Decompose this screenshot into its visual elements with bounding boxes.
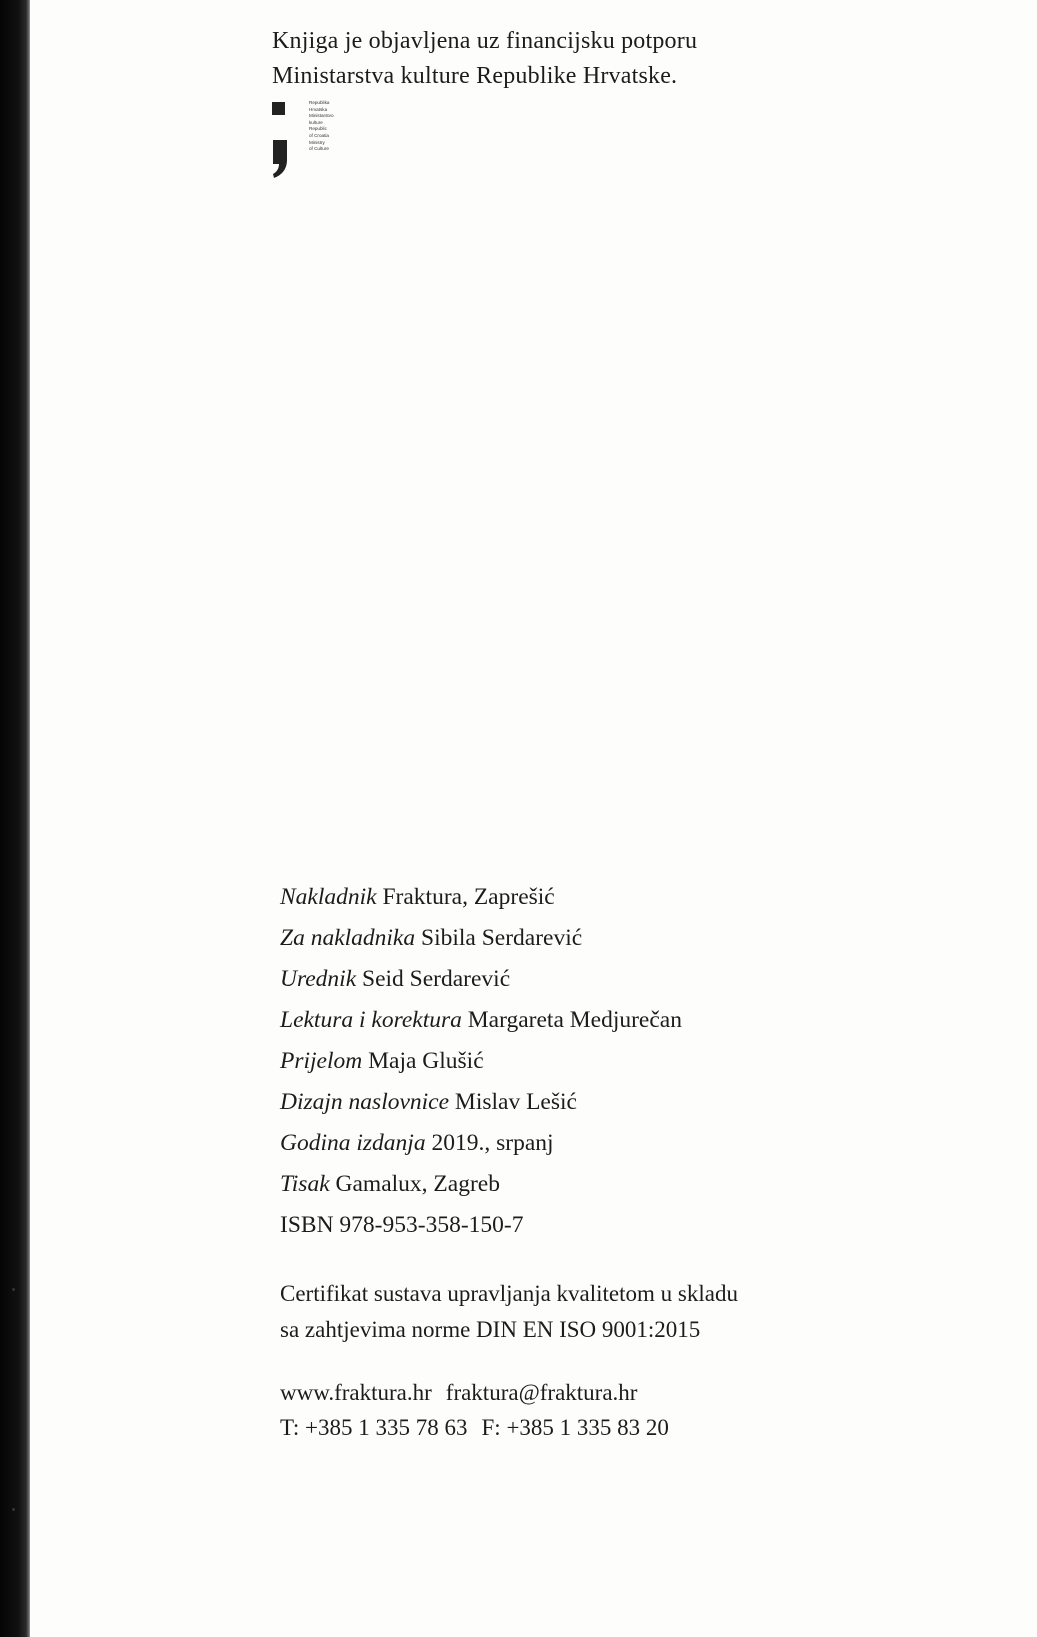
funding-notice [272, 24, 832, 94]
logo-text-line: kulture [309, 119, 323, 125]
credit-role: Urednik [280, 966, 357, 992]
logo-text-line: of Culture [309, 146, 329, 152]
logo-text-line: Ministarstvo [309, 113, 334, 119]
credit-publication-year [280, 1123, 840, 1164]
certificate-line-2: sa zahtjevima norme DIN EN ISO 9001:2015 [280, 1317, 701, 1342]
certificate-line-1: Certifikat sustava upravljanja kvalitetom u skladu [280, 1281, 738, 1306]
scan-speck [12, 1508, 15, 1511]
logo-wordmark [309, 100, 334, 153]
publisher-contact [280, 1375, 880, 1445]
isbn: ISBN 978-953-358-150-7 [280, 1212, 524, 1238]
credit-role: Godina izdanja [280, 1130, 426, 1156]
logo-text-line: Republic [309, 126, 327, 132]
book-spine-shadow [0, 0, 30, 1637]
quality-certificate [280, 1276, 880, 1348]
credit-role: Za nakladnika [280, 925, 416, 951]
ministry-of-culture-logo [272, 100, 362, 180]
credit-editor [280, 959, 840, 1000]
credit-value: 2019., srpanj [431, 1130, 554, 1156]
credit-role: Lektura i korektura [280, 1007, 462, 1033]
logo-comma-mark [272, 140, 287, 178]
credit-layout [280, 1041, 840, 1082]
logo-text-line: Ministry [309, 139, 325, 145]
credit-cover-design [280, 1082, 840, 1123]
credit-value: Mislav Lešić [454, 1089, 577, 1115]
credit-publisher [280, 877, 840, 918]
logo-text-line: of Croatia [309, 132, 329, 138]
credit-for-publisher [280, 918, 840, 959]
credit-value: Margareta Medjurečan [467, 1007, 682, 1033]
funding-notice-line-1: Knjiga je objavljena uz financijsku potporu [272, 28, 698, 54]
credit-role: Dizajn naslovnice [280, 1089, 450, 1115]
credit-value: Sibila Serdarević [421, 925, 583, 951]
fax-number: F: +385 1 335 83 20 [481, 1415, 669, 1440]
credit-role: Tisak [280, 1171, 330, 1197]
credit-role: Nakladnik [280, 884, 377, 910]
credit-proofreading [280, 1000, 840, 1041]
logo-text-line: Republika [309, 100, 330, 105]
contact-online [280, 1375, 880, 1410]
credit-value: Gamalux, Zagreb [335, 1171, 500, 1197]
credit-printer [280, 1164, 840, 1205]
contact-phone-fax [280, 1410, 880, 1445]
credit-value: Seid Serdarević [362, 966, 511, 992]
credit-role: Prijelom [280, 1048, 363, 1074]
credit-value: Maja Glušić [368, 1048, 484, 1074]
logo-square-mark [272, 102, 285, 115]
scan-speck [12, 1288, 15, 1291]
funding-notice-line-2: Ministarstva kulture Republike Hrvatske. [272, 63, 678, 89]
credits-list [280, 877, 840, 1246]
email-link: fraktura@fraktura.hr [445, 1380, 638, 1405]
logo-text-line: Hrvatska [309, 106, 328, 112]
phone-number: T: +385 1 335 78 63 [280, 1415, 468, 1440]
website-link: www.fraktura.hr [280, 1380, 432, 1405]
credit-value: Fraktura, Zaprešić [382, 884, 555, 910]
